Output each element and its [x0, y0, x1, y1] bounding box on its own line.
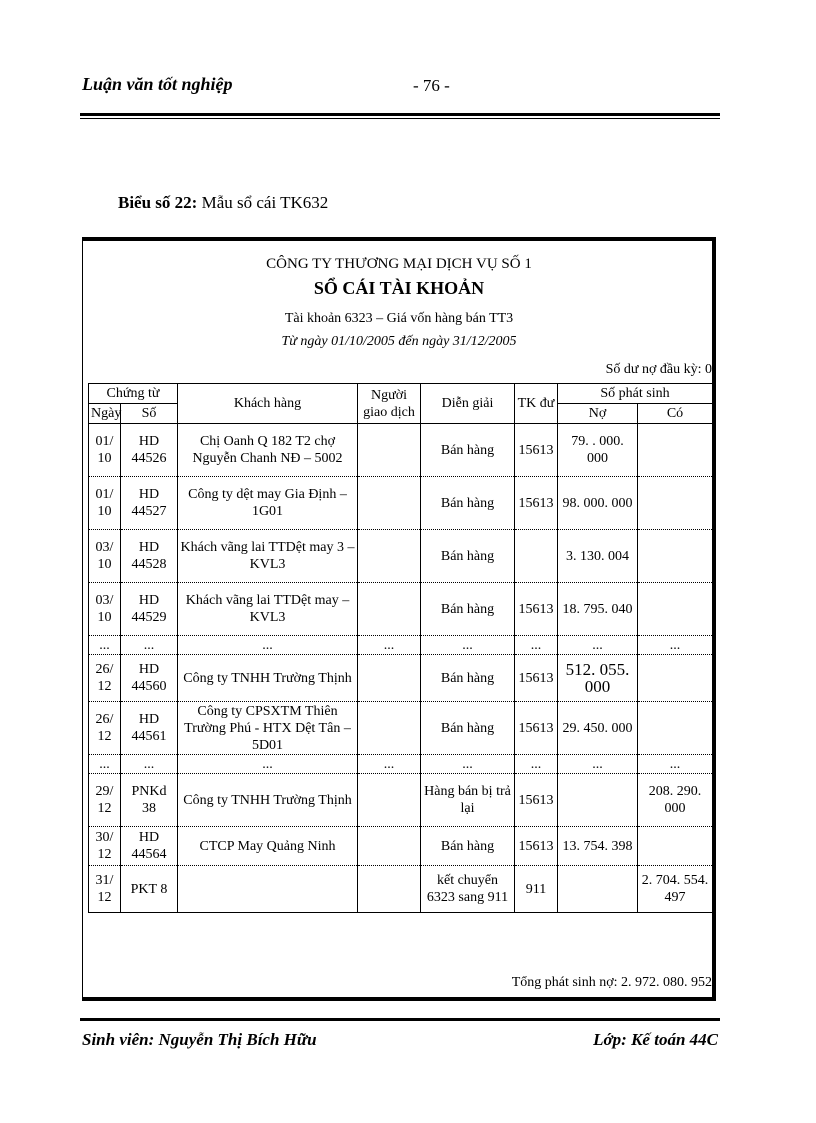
cell-customer: ... [178, 636, 358, 655]
cell-debit: 79. . 000. 000 [558, 424, 638, 477]
cell-date: 03/ 10 [89, 530, 121, 583]
cell-debit [558, 774, 638, 827]
cell-contra: 15613 [515, 477, 558, 530]
cell-description: Bán hàng [421, 424, 515, 477]
cell-contra: 15613 [515, 424, 558, 477]
cell-customer: Chị Oanh Q 182 T2 chợ Nguyễn Chanh NĐ – 5002 [178, 424, 358, 477]
cell-credit [638, 477, 713, 530]
cell-contra: 911 [515, 866, 558, 913]
cell-credit [638, 424, 713, 477]
table-row [89, 477, 713, 530]
cell-number: HD 44526 [121, 424, 178, 477]
col-customer: Khách hàng [178, 384, 358, 424]
cell-description: Bán hàng [421, 702, 515, 755]
table-row [89, 774, 713, 827]
cell-description: Bán hàng [421, 530, 515, 583]
cell-customer: ... [178, 755, 358, 774]
header-rule-thick [80, 113, 720, 116]
cell-date: 30/ 12 [89, 827, 121, 866]
table-row [89, 530, 713, 583]
table-row [89, 424, 713, 477]
total-debit: Tổng phát sinh nợ: 2. 972. 080. 952 [511, 975, 712, 990]
cell-number: HD 44527 [121, 477, 178, 530]
cell-description: kết chuyển 6323 sang 911 [421, 866, 515, 913]
cell-deliverer [358, 827, 421, 866]
cell-credit: ... [638, 636, 713, 655]
cell-number: ... [121, 636, 178, 655]
cell-deliverer [358, 530, 421, 583]
cell-debit: 98. 000. 000 [558, 477, 638, 530]
col-contra: TK đư [515, 384, 558, 424]
col-deliverer: Người giao dịch [358, 384, 421, 424]
cell-contra: 15613 [515, 583, 558, 636]
cell-customer: Khách vãng lai TTDệt may – KVL3 [178, 583, 358, 636]
col-voucher: Chứng từ [89, 384, 178, 404]
cell-debit: 3. 130. 004 [558, 530, 638, 583]
student-name: Sinh viên: Nguyễn Thị Bích Hữu [82, 1030, 317, 1049]
cell-description: Bán hàng [421, 477, 515, 530]
cell-number: HD 44529 [121, 583, 178, 636]
cell-number: PNKd 38 [121, 774, 178, 827]
cell-date: 29/ 12 [89, 774, 121, 827]
cell-customer: Công ty dệt may Gia Định – 1G01 [178, 477, 358, 530]
cell-debit: 13. 754. 398 [558, 827, 638, 866]
col-arising: Số phát sinh [558, 384, 713, 404]
cell-deliverer [358, 477, 421, 530]
cell-credit [638, 530, 713, 583]
table-row [89, 866, 713, 913]
page-number: - 76 - [413, 76, 450, 95]
cell-debit: 18. 795. 040 [558, 583, 638, 636]
cell-description: Bán hàng [421, 655, 515, 702]
cell-contra [515, 530, 558, 583]
cell-contra: ... [515, 636, 558, 655]
cell-customer: Công ty TNHH Trường Thịnh [178, 655, 358, 702]
cell-date: 31/ 12 [89, 866, 121, 913]
cell-customer: Khách vãng lai TTDệt may 3 – KVL3 [178, 530, 358, 583]
cell-customer: Công ty TNHH Trường Thịnh [178, 774, 358, 827]
cell-deliverer [358, 774, 421, 827]
cell-deliverer: ... [358, 636, 421, 655]
account-name: Tài khoản 6323 – Giá vốn hàng bán TT3 [284, 311, 514, 326]
figure-caption [118, 193, 328, 213]
col-date: Ngày [89, 404, 121, 424]
ledger-table [88, 383, 713, 913]
col-description: Diễn giải [421, 384, 515, 424]
cell-debit: 512. 055. 000 [558, 655, 638, 702]
cell-credit [638, 702, 713, 755]
cell-date: ... [89, 636, 121, 655]
cell-credit: ... [638, 755, 713, 774]
cell-date: 01/ 10 [89, 424, 121, 477]
cell-date: 01/ 10 [89, 477, 121, 530]
cell-debit [558, 866, 638, 913]
cell-date: ... [89, 755, 121, 774]
cell-debit: 29. 450. 000 [558, 702, 638, 755]
cell-credit: 2. 704. 554. 497 [638, 866, 713, 913]
cell-description: Hàng bán bị trả lại [421, 774, 515, 827]
cell-description: Bán hàng [421, 827, 515, 866]
cell-credit [638, 827, 713, 866]
cell-credit [638, 655, 713, 702]
cell-deliverer [358, 583, 421, 636]
cell-number: ... [121, 755, 178, 774]
cell-description: ... [421, 636, 515, 655]
cell-deliverer [358, 702, 421, 755]
thesis-header: Luận văn tốt nghiệp [82, 74, 233, 94]
col-credit: Có [638, 404, 713, 424]
table-row [89, 755, 713, 774]
opening-balance: Số dư nợ đầu kỳ: 0 [605, 362, 712, 377]
cell-number: HD 44561 [121, 702, 178, 755]
cell-deliverer [358, 424, 421, 477]
cell-debit: ... [558, 755, 638, 774]
company-name: CÔNG TY THƯƠNG MẠI DỊCH VỤ SỐ 1 [266, 256, 532, 272]
cell-deliverer [358, 655, 421, 702]
cell-number: PKT 8 [121, 866, 178, 913]
cell-description: Bán hàng [421, 583, 515, 636]
cell-credit [638, 583, 713, 636]
cell-credit: 208. 290. 000 [638, 774, 713, 827]
ledger-title: SỔ CÁI TÀI KHOẢN [313, 278, 485, 298]
header-rule-thin [80, 118, 720, 119]
caption-label: Biểu số 22: [118, 193, 198, 212]
table-row [89, 583, 713, 636]
cell-contra: 15613 [515, 655, 558, 702]
cell-customer: CTCP May Quảng Ninh [178, 827, 358, 866]
cell-deliverer [358, 866, 421, 913]
footer-rule [80, 1018, 720, 1021]
cell-date: 03/ 10 [89, 583, 121, 636]
col-debit: Nợ [558, 404, 638, 424]
table-row [89, 702, 713, 755]
cell-customer [178, 866, 358, 913]
cell-number: HD 44528 [121, 530, 178, 583]
cell-deliverer: ... [358, 755, 421, 774]
cell-debit: ... [558, 636, 638, 655]
caption-text: Mẫu sổ cái TK632 [197, 193, 329, 212]
class-name: Lớp: Kế toán 44C [593, 1030, 718, 1049]
cell-contra: 15613 [515, 827, 558, 866]
col-number: Số [121, 404, 178, 424]
cell-date: 26/ 12 [89, 702, 121, 755]
table-row [89, 827, 713, 866]
cell-customer: Công ty CPSXTM Thiên Trường Phú - HTX Dệt Tân – 5D01 [178, 702, 358, 755]
cell-contra: ... [515, 755, 558, 774]
cell-contra: 15613 [515, 774, 558, 827]
cell-contra: 15613 [515, 702, 558, 755]
table-row [89, 655, 713, 702]
period: Từ ngày 01/10/2005 đến ngày 31/12/2005 [281, 334, 517, 349]
table-row [89, 636, 713, 655]
cell-date: 26/ 12 [89, 655, 121, 702]
cell-number: HD 44564 [121, 827, 178, 866]
cell-description: ... [421, 755, 515, 774]
cell-number: HD 44560 [121, 655, 178, 702]
